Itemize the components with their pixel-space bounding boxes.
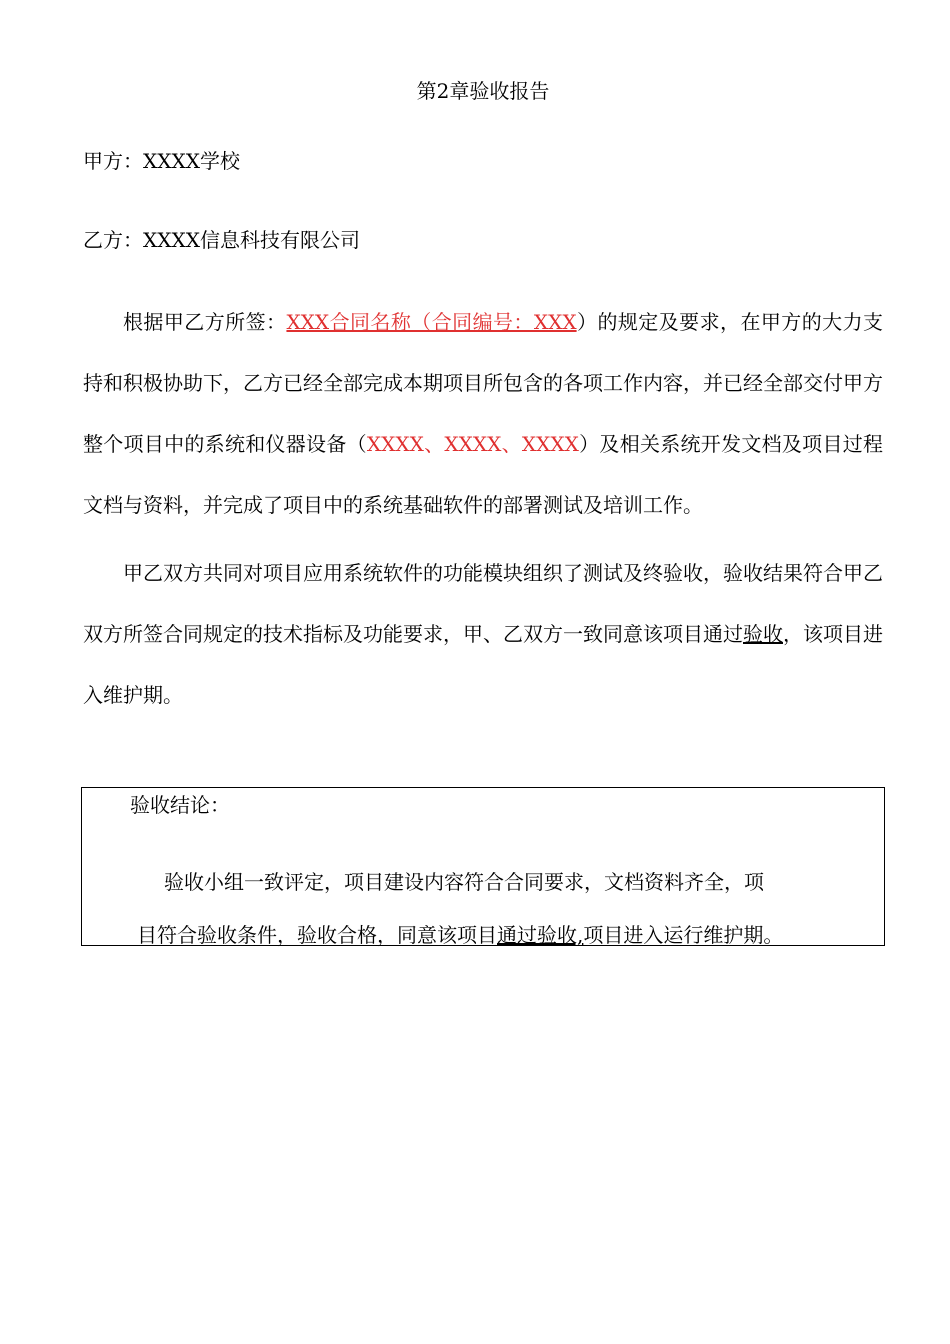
- paragraph2-suffix: ，该项目进入维护期。: [83, 622, 883, 707]
- party-a-line: 甲方：XXXX学校: [83, 149, 240, 173]
- devices-placeholder: XXXX、XXXX、XXXX: [366, 432, 579, 456]
- paragraph2-body: 甲乙双方共同对项目应用系统软件的功能模块组织了测试及终验收，验收结果符合甲乙双方所签合同规定的技术指标及功能要求，甲、乙双方一致同意该项目通过: [83, 561, 883, 646]
- acceptance-conclusion-box: [81, 787, 885, 946]
- paragraph1-suffix: ）及相关系统开发文档及项目过程文档与资料，并完成了项目中的系统基础软件的部署测试及培训工作。: [83, 432, 884, 517]
- conclusion-line-2-a: 目符合验收条件，验收合格，同意该项目: [137, 923, 497, 947]
- conclusion-line-1: 验收小组一致评定，项目建设内容符合合同要求，文档资料齐全，项: [164, 870, 764, 894]
- paragraph1-prefix: 根据甲乙方所签：: [123, 310, 287, 334]
- paragraph2-underlined: 验收: [743, 622, 783, 646]
- conclusion-line-2: [137, 921, 783, 949]
- conclusion-line-2-b: 项目进入运行维护期。: [583, 923, 784, 947]
- contract-name-placeholder: XXX合同名称（合同编号：XXX: [286, 310, 577, 334]
- document-title: 第2章验收报告: [416, 79, 550, 103]
- acceptance-paragraph-1: [83, 292, 883, 536]
- conclusion-line-2-underlined: 通过验收,: [497, 923, 584, 947]
- acceptance-paragraph-2: [83, 543, 883, 726]
- party-b-line: 乙方：XXXX信息科技有限公司: [83, 228, 360, 252]
- conclusion-label: 验收结论：: [130, 793, 230, 817]
- paragraph1-body: ）的规定及要求，在甲方的大力支持和积极协助下，乙方已经全部完成本期项目所包含的各项工作内容，并已经全部交付甲方整个项目中的系统和仪器设备（: [83, 310, 884, 456]
